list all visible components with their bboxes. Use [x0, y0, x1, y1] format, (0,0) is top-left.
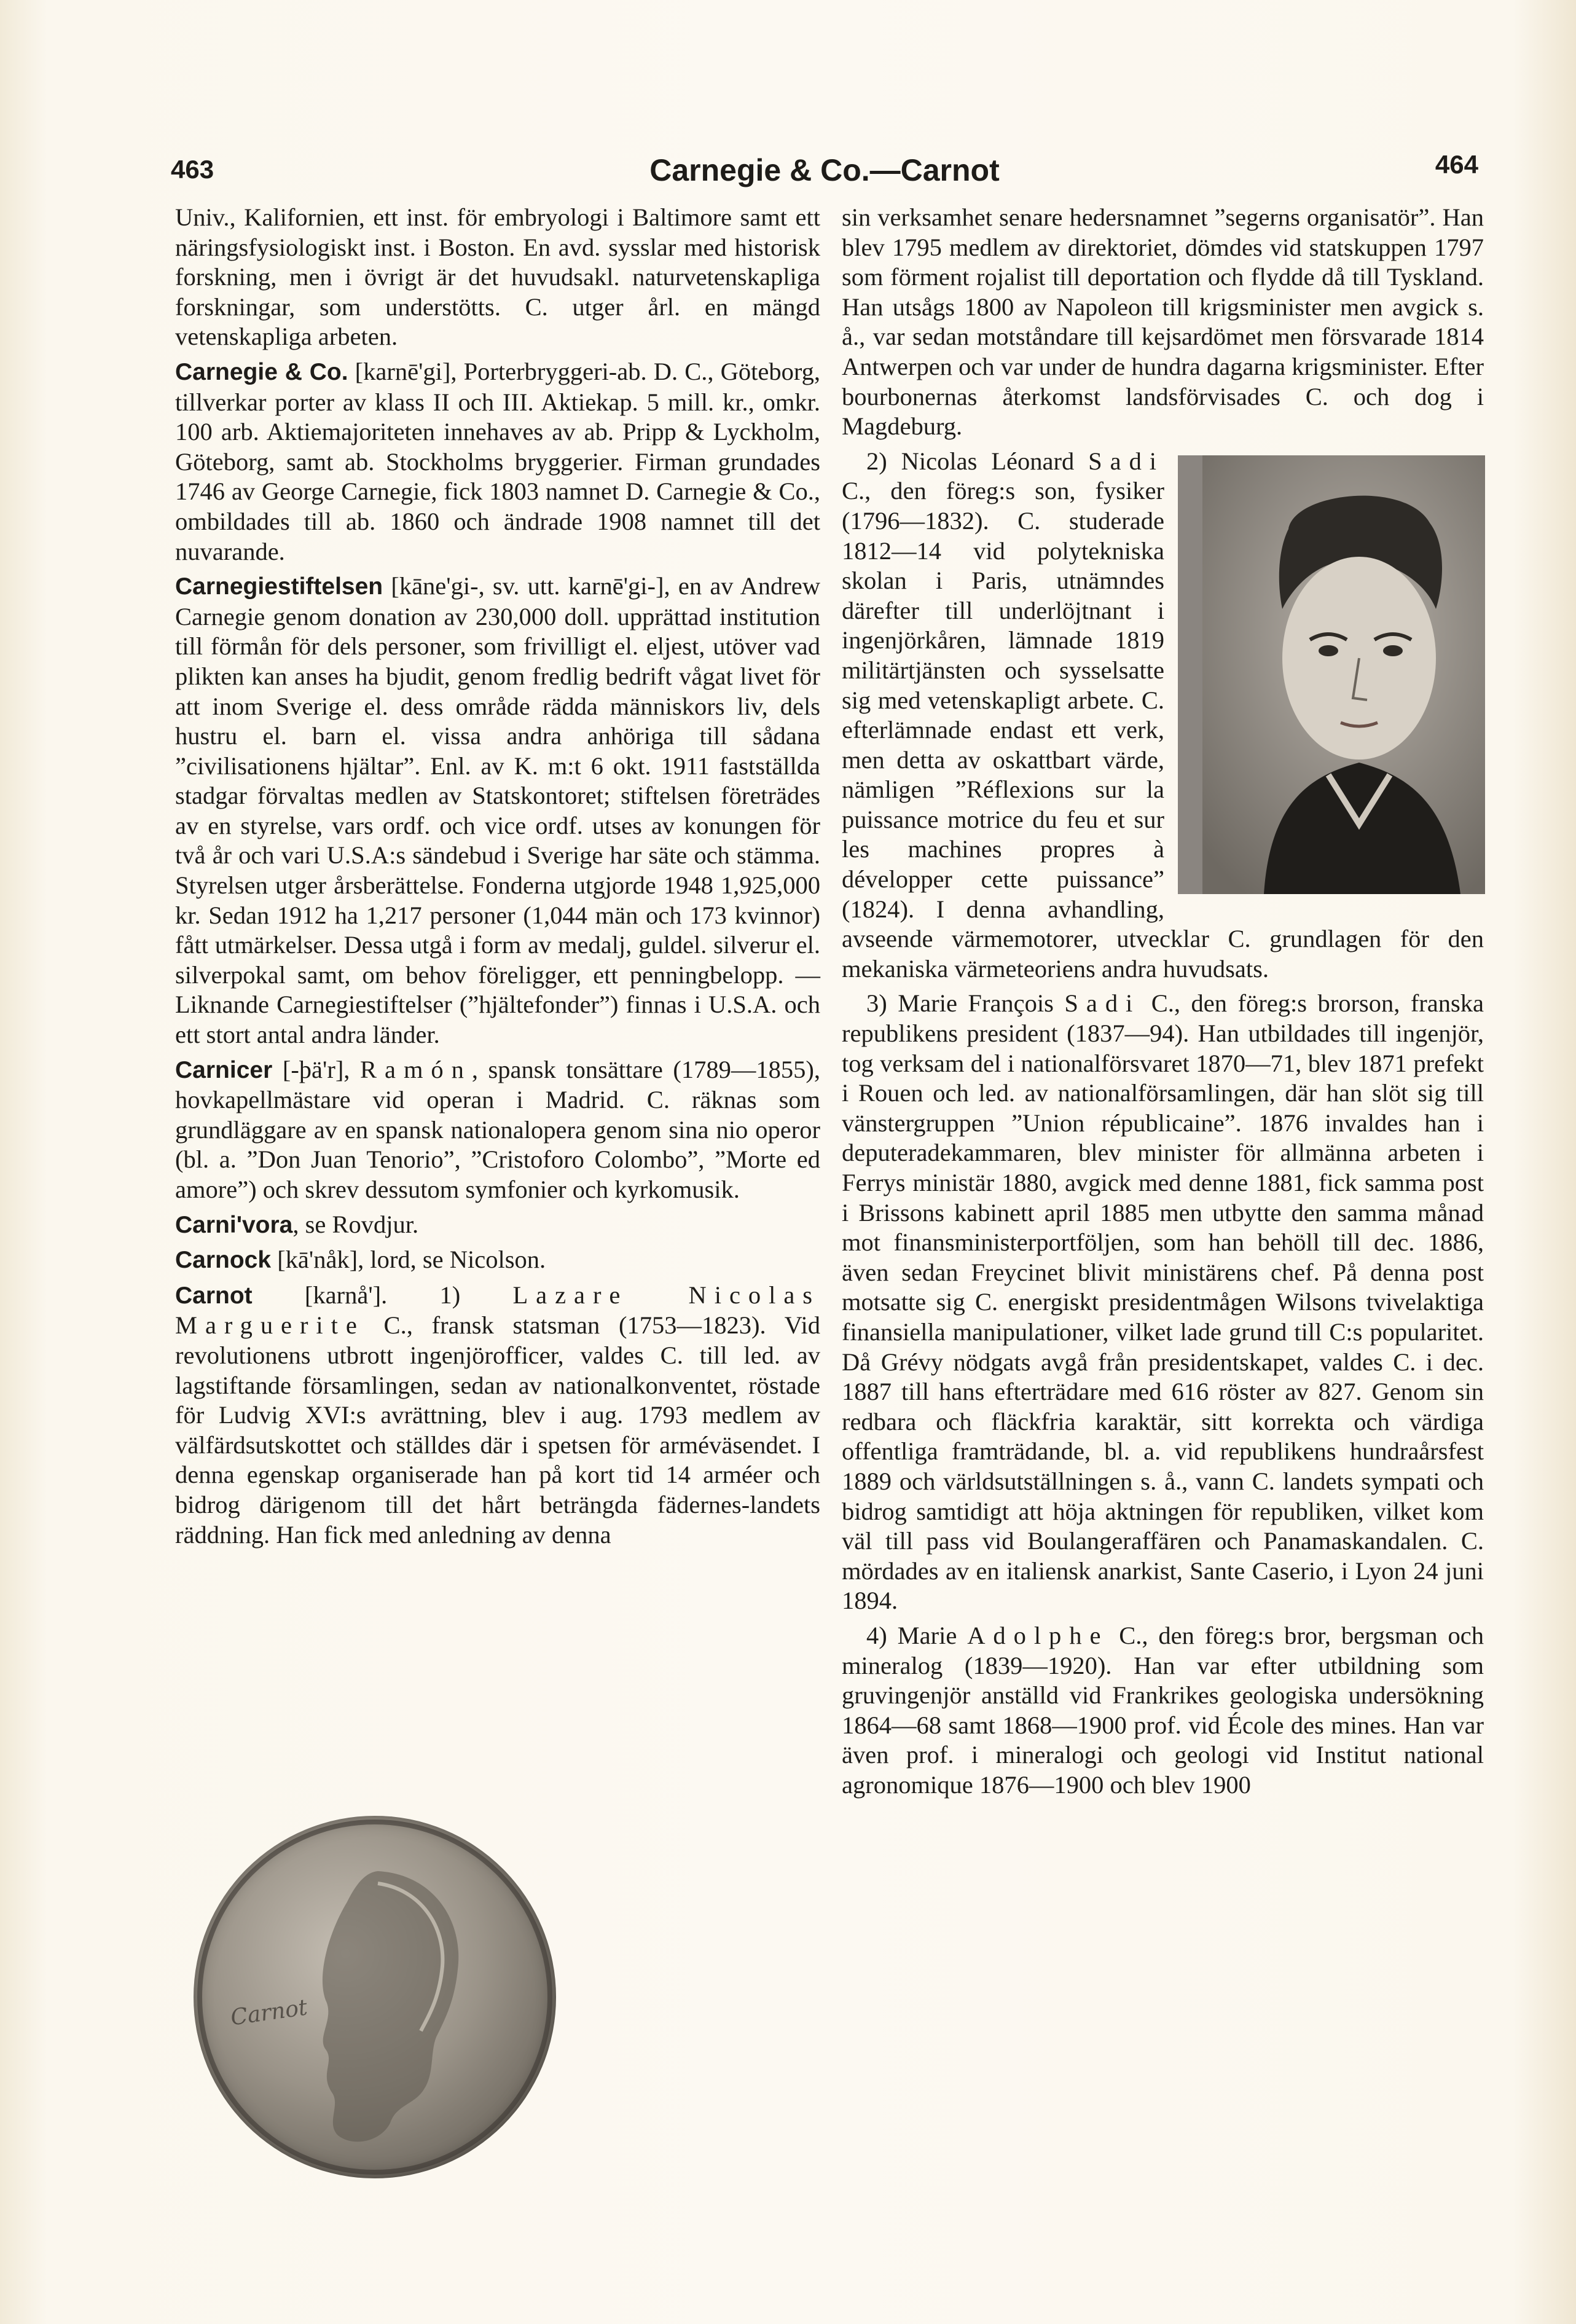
- spaced-name: Lazare Nicolas Marguerite: [175, 1281, 820, 1340]
- continued-paragraph: Univ., Kalifornien, ett inst. för embryologi i Baltimore samt ett näringsfysiologiskt inst. i Boston. En avd. sysslar med historisk forskning, men i övrigt är det huvudsakl. naturvetenskapliga forskningar, som understötts. C. utger årl. en mängd vetenskapliga arbeten.: [175, 203, 820, 351]
- medal-relief-icon: [194, 1816, 556, 2178]
- headword: Carnicer: [175, 1056, 273, 1083]
- headword: Carnot: [175, 1282, 253, 1309]
- entry-carnivora: [175, 1210, 820, 1241]
- entry-carnot: [175, 1281, 820, 1550]
- entry-text: C., den föreg:s bror, bergsman och mineralog (1839—1920). Han var efter utbildning som gruvingenjör anställd vid Frankrikes geologiska undersökning 1864—68 samt 1868—1900 prof. vid École des mines. Han var även prof. i mineralogi och geologi vid Institut national agronomique 1876—1900 och blev 1900: [842, 1621, 1484, 1799]
- entry-text: C., den föreg:s son, fysiker (1796—1832). C. studerade 1812—14 vid polytekniska skolan i Paris, utnämndes därefter till underlöjtnant i ingenjörkåren, lämnade 1819 militärtjänsten och sysselsatte sig med vetenskapligt arbete. C. efterlämnade endast ett verk, men detta av oskattbart värde, nämligen ”Réflexions sur la puissance motrice du feu et sur les machines propres à développer cette puissance” (1824). I denna avhandling, avseende värmemotorer, utvecklar C. grundlagen för den mekaniska värmeteoriens andra huvudsats.: [842, 477, 1484, 983]
- entry-carnock: [175, 1245, 820, 1276]
- entry-text-before-medal: C., fransk statsman (1753—1823). Vid revolutionens utbrott ingenjörofficer, valdes C. till led. av lagstiftande församlingen, sedan av nationalkonventet, röstade för Ludvig XVI:s avrättning, blev i aug. 1793 medlem av välfärdsutskottet och ställdes där i spetsen för arméväsendet. I denna egenskap organiserade han på kort tid 14 arméer och bidrog därigenom till det hårt beträngda fädernes-landets räddning. Han fick med anledning av denna: [175, 1311, 820, 1549]
- page-header: [171, 150, 1478, 193]
- right-column: [842, 203, 1484, 1805]
- entry-text: , se Rovdjur.: [292, 1210, 419, 1238]
- medal-inscription: Carnot: [229, 1995, 309, 2031]
- headword: Carnock: [175, 1247, 272, 1274]
- pronunciation: [-þä'r],: [272, 1055, 361, 1083]
- carnot-medal-image: [194, 1816, 556, 2178]
- headword: Carnegie & Co.: [175, 358, 348, 385]
- sub-entry-sadi-carnot: [842, 447, 1484, 984]
- entry-text: 3) Marie François: [866, 989, 1065, 1018]
- entry-text: 4) Marie: [866, 1621, 968, 1649]
- entry-carnegie-co: [175, 357, 820, 567]
- entry-carnicer: [175, 1055, 820, 1205]
- spaced-name: Adolphe: [967, 1621, 1109, 1649]
- pronunciation: [karnå']. 1): [252, 1281, 513, 1309]
- continued-paragraph: sin verksamhet senare hedersnamnet ”segerns organisatör”. Han blev 1795 medlem av direktoriet, dömdes vid statskuppen 1797 som förment rojalist till deportation och flydde då till Tyskland. Han utsågs 1800 av Napoleon till krigsminister men avgick s. å., var sedan motståndare till kejsardömet men försvarade 1814 Antwerpen och var under de hundra dagarna krigsminister. Efter bourbonernas återkomst landsförvisades C. och dog i Magdeburg.: [842, 203, 1484, 441]
- entry-text: [karnē'gi], Porterbryggeri-ab. D. C., Göteborg, tillverkar porter av klass II och III. Aktiekap. 5 mill. kr., omkr. 100 arb. Aktiemajoriteten innehaves av ab. Pripp & Lyckholm, Göteborg, samt ab. Stockholms bryggerier. Firman grundades 1746 av George Carnegie, fick 1803 namnet D. Carnegie & Co., ombildades till ab. 1860 och ändrade 1908 namnet till det nuvarande.: [175, 357, 820, 565]
- entry-text: [kāne'gi-, sv. utt. karnē'gi-], en av Andrew Carnegie genom donation av 230,000 doll. upprättad institution till förmån för dels personer, som frivilligt el. eljest, utöver vad plikten kan anses ha bjudit, genom fredlig bedrift vågat livet för att inom Sverige el. dess område rädda människors liv, dels hustru el. barn el. vissa andra anhöriga till sådana ”civilisationens hjältar”. Enl. av K. m:t 6 okt. 1911 fastställda stadgar förvaltas medlen av Statskontoret; stiftelsen företrädes av en styrelse, vars ordf. och vice ordf. utses av konungen för två år och vari U.S.A:s sändebud i Sverige har säte och stämma. Styrelsen utger årsberättelse. Fonderna utgjorde 1948 1,925,000 kr. Sedan 1912 ha 1,217 personer (1,044 män och 173 kvinnor) fått utmärkelser. Dessa utgå i form av medalj, guldel. silverur el. silverpokal samt, om behov föreligger, ett penningbelopp. — Liknande Carnegiestiftelser (”hjältefonder”) finnas i U.S.A. och ett stort antal andra länder.: [175, 572, 820, 1049]
- entry-text: [kā'nåk], lord, se Nicolson.: [271, 1246, 546, 1274]
- sub-entry-marie-adolphe-carnot: [842, 1621, 1484, 1800]
- entry-carnegiestiftelsen: [175, 571, 820, 1050]
- headword: Carnegiestiftelsen: [175, 573, 383, 600]
- entry-text: 2) Nicolas Léonard: [866, 447, 1089, 475]
- page-number-right: 464: [1435, 150, 1478, 179]
- running-title: Carnegie & Co.—Carnot: [649, 153, 1000, 187]
- left-column: [175, 203, 820, 1555]
- entry-text: C., den föreg:s brorson, franska republikens president (1837—94). Han utbildades till ingenjör, tog verksam del i nationalförsvaret 1870—71, blev 1871 prefekt i Rouen och led. av nationalförsamlingen, där han slöt sig till vänstergruppen ”Union républicaine”. 1876 invaldes han i deputeradekammaren, blev minister för allmänna arbeten i Ferrys ministär 1880, avgick med denne 1881, fick samma post i Brissons kabinett april 1885 men utbytte den samma månad mot finansministerportföljen, som han behöll till dec. 1886, även sedan Freycinet blivit ministärens chef. På denna post motsatte sig C. energiskt presidentmågen Wilsons tvivelaktiga finansiella manipulationer, vilket lade grund till C:s popularitet. Då Grévy nödgats avgå från presidentskapet, valdes C. i dec. 1887 till hans efterträdare med 616 röster av 827. Genom sin redbara och fläckfria karaktär, sitt korrekta och värdiga offentliga framträdande, bl. a. vid republikens hundraårsfest 1889 och världsutställningen s. å., vann C. landets sympati och bidrog samtidigt att höja aktningen för republiken, vilket kom väl till pass vid Boulangeraffären och Panamaskandalen. C. mördades av en italiensk anarkist, Sante Caserio, i Lyon 24 juni 1894.: [842, 989, 1484, 1615]
- headword: Carni'vora: [175, 1211, 293, 1238]
- spaced-name: Ramón: [360, 1055, 472, 1083]
- entry-text: , spansk tonsättare (1789—1855), hovkapellmästare vid operan i Madrid. C. räknas som grundläggare av en spansk nationalopera genom sina nio operor (bl. a. ”Don Juan Tenorio”, ”Cristoforo Colombo”, ”Morte ed amore”) och skrev dessutom symfonier och kyrkomusik.: [175, 1055, 820, 1203]
- fig-portrait: [1178, 455, 1485, 894]
- spaced-name: Sadi: [1088, 447, 1164, 475]
- sub-entry-marie-francois-sadi-carnot: [842, 989, 1484, 1615]
- portrait-icon: [1202, 455, 1485, 894]
- page-number-left: 463: [171, 155, 214, 184]
- spaced-name: Sadi: [1064, 989, 1141, 1018]
